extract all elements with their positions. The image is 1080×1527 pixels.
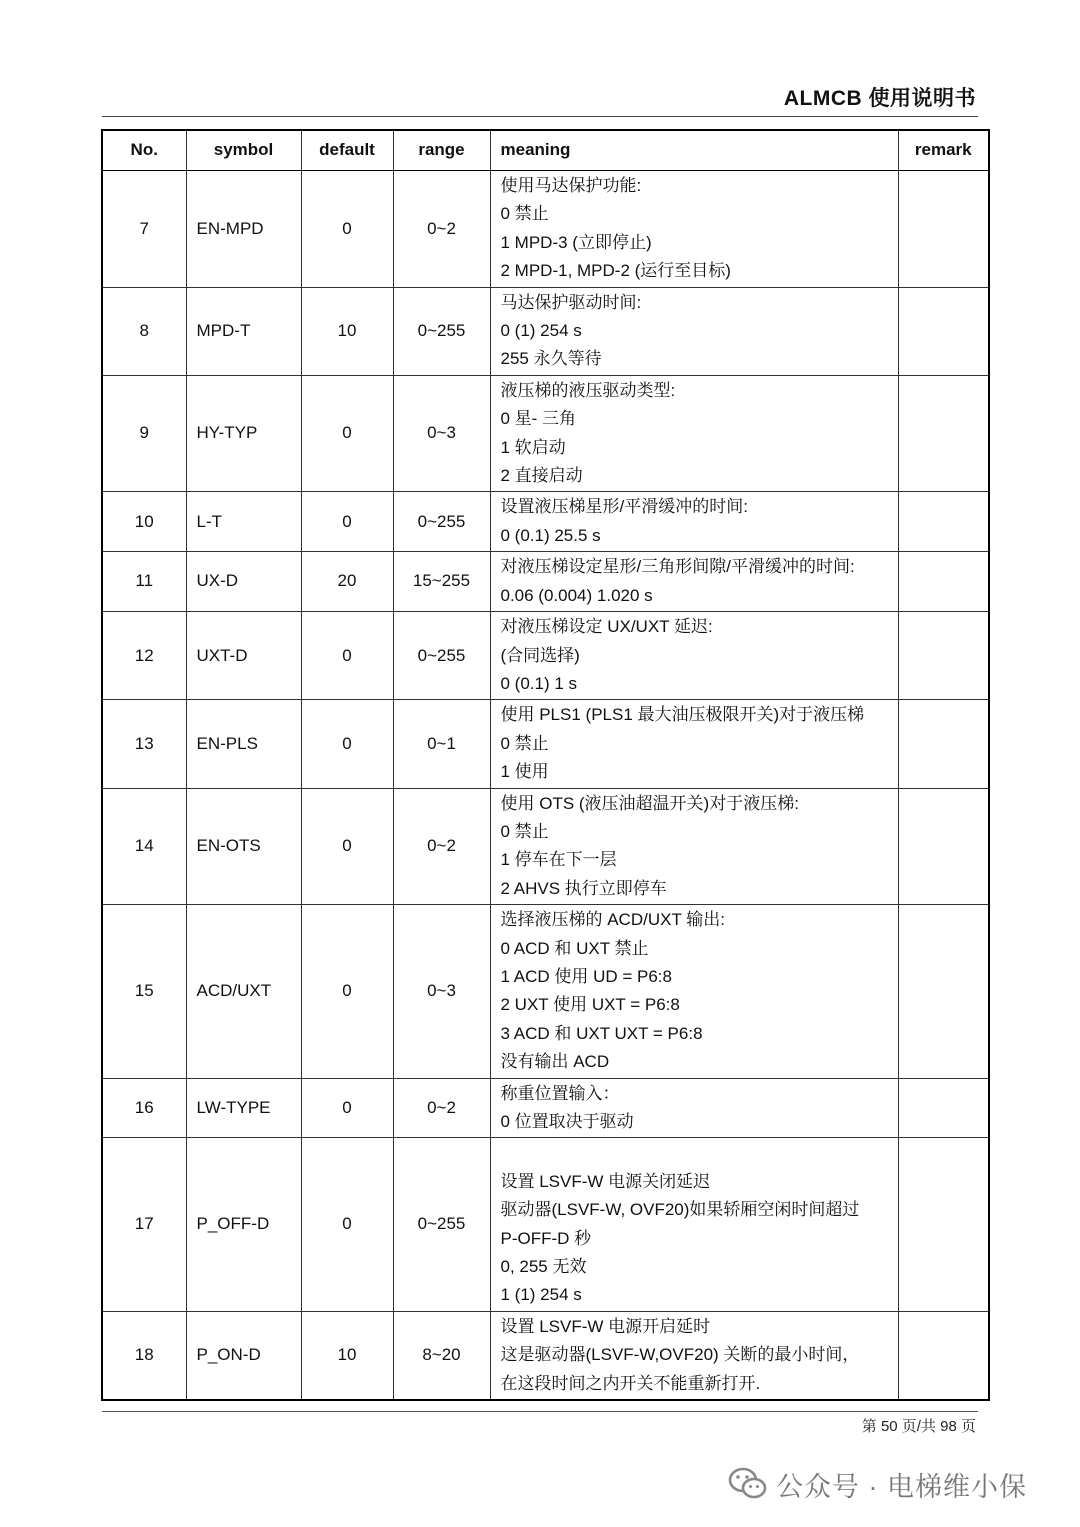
param-remark <box>898 552 989 612</box>
table-row <box>102 1138 989 1311</box>
meaning-line: 0, 255 无效 <box>500 1257 587 1277</box>
param-range: 0~2 <box>393 171 490 288</box>
meaning-line: 没有输出 ACD <box>500 1052 610 1072</box>
param-remark <box>898 612 989 700</box>
param-remark <box>898 1311 989 1400</box>
meaning-line: 设置 LSVF-W 电源关闭延迟 <box>500 1171 711 1191</box>
param-default: 0 <box>301 700 393 788</box>
table-row <box>102 552 989 612</box>
param-no: 18 <box>102 1311 186 1400</box>
meaning-line: 这是驱动器(LSVF-W,OVF20) 关断的最小时间， <box>500 1345 860 1365</box>
param-no: 14 <box>102 788 186 905</box>
param-no: 15 <box>102 905 186 1078</box>
table-row <box>102 700 989 788</box>
param-default: 20 <box>301 552 393 612</box>
param-symbol: LW-TYPE <box>186 1078 301 1138</box>
param-remark <box>898 1078 989 1138</box>
param-meaning <box>490 612 898 700</box>
meaning-line <box>501 1139 898 1167</box>
param-no: 13 <box>102 700 186 788</box>
table-row <box>102 788 989 905</box>
meaning-line: 1 软启动 <box>500 437 566 457</box>
param-range: 0~1 <box>393 700 490 788</box>
param-default: 0 <box>301 1078 393 1138</box>
param-range: 0~255 <box>393 612 490 700</box>
param-symbol: UX-D <box>186 552 301 612</box>
meaning-line: 2 UXT 使用 UXT = P6:8 <box>500 995 680 1015</box>
param-range: 15~255 <box>393 552 490 612</box>
meaning-line: 1 ACD 使用 UD = P6:8 <box>500 966 672 986</box>
param-no: 7 <box>102 171 186 288</box>
param-default: 0 <box>301 612 393 700</box>
meaning-line: 0 (1) 254 s <box>500 321 582 341</box>
param-range: 0~255 <box>393 287 490 375</box>
table-row <box>102 905 989 1078</box>
meaning-line: 255 永久等待 <box>500 349 602 369</box>
param-meaning <box>490 905 898 1078</box>
header-rule <box>102 116 978 117</box>
table-row <box>102 1078 989 1138</box>
document-title: ALMCB 使用说明书 <box>783 87 976 110</box>
param-default: 10 <box>301 1311 393 1400</box>
param-remark <box>898 492 989 552</box>
table-row <box>102 1311 989 1400</box>
watermark <box>728 1462 1027 1506</box>
meaning-line: 0 禁止 <box>500 821 549 841</box>
table-row <box>102 612 989 700</box>
param-symbol: HY-TYP <box>186 375 301 492</box>
param-range: 0~2 <box>393 788 490 905</box>
meaning-line: (合同选择) <box>500 645 580 665</box>
param-default: 10 <box>301 287 393 375</box>
meaning-line: 1 MPD-3 (立即停止) <box>500 232 652 252</box>
param-range: 0~255 <box>393 1138 490 1311</box>
meaning-line: 使用 OTS (液压油超温开关)对于液压梯: <box>500 793 799 813</box>
meaning-line: P-OFF-D 秒 <box>500 1228 592 1248</box>
param-default: 0 <box>301 1138 393 1311</box>
param-no: 8 <box>102 287 186 375</box>
param-range: 8~20 <box>393 1311 490 1400</box>
table-row <box>102 171 989 288</box>
column-header-no: No. <box>102 130 186 171</box>
param-symbol: L-T <box>186 492 301 552</box>
meaning-line: 0 ACD 和 UXT 禁止 <box>500 938 649 958</box>
watermark-text: 公众号 · 电梯维小保 <box>776 1471 1027 1502</box>
meaning-line: 0 禁止 <box>500 733 549 753</box>
param-remark <box>898 287 989 375</box>
param-range: 0~3 <box>393 905 490 1078</box>
param-symbol: P_ON-D <box>186 1311 301 1400</box>
table-row <box>102 375 989 492</box>
param-symbol: EN-PLS <box>186 700 301 788</box>
param-remark <box>898 905 989 1078</box>
meaning-line: 2 MPD-1, MPD-2 (运行至目标) <box>500 261 731 281</box>
param-default: 0 <box>301 492 393 552</box>
param-remark <box>898 1138 989 1311</box>
param-no: 10 <box>102 492 186 552</box>
param-no: 12 <box>102 612 186 700</box>
param-meaning <box>490 287 898 375</box>
param-default: 0 <box>301 788 393 905</box>
param-no: 16 <box>102 1078 186 1138</box>
param-meaning <box>490 1078 898 1138</box>
meaning-line: 1 (1) 254 s <box>500 1285 582 1305</box>
column-header-default: default <box>301 130 393 171</box>
meaning-line: 液压梯的液压驱动类型: <box>500 380 676 400</box>
param-symbol: ACD/UXT <box>186 905 301 1078</box>
param-no: 11 <box>102 552 186 612</box>
param-default: 0 <box>301 375 393 492</box>
param-range: 0~3 <box>393 375 490 492</box>
param-symbol: UXT-D <box>186 612 301 700</box>
param-meaning <box>490 700 898 788</box>
param-meaning <box>490 171 898 288</box>
param-remark <box>898 375 989 492</box>
meaning-line: 0 星- 三角 <box>500 409 577 429</box>
meaning-line: 对液压梯设定星形/三角形间隙/平滑缓冲的时间: <box>500 557 855 577</box>
meaning-line: 2 AHVS 执行立即停车 <box>500 878 667 898</box>
meaning-line: 3 ACD 和 UXT UXT = P6:8 <box>500 1023 703 1043</box>
meaning-line: 称重位置输入： <box>500 1083 620 1103</box>
param-remark <box>898 788 989 905</box>
param-meaning <box>490 1311 898 1400</box>
table-row <box>102 287 989 375</box>
column-header-symbol: symbol <box>186 130 301 171</box>
meaning-line: 2 直接启动 <box>500 466 583 486</box>
table-header-row <box>102 130 989 171</box>
param-symbol: MPD-T <box>186 287 301 375</box>
meaning-line: 0 位置取决于驱动 <box>500 1112 634 1131</box>
meaning-line: 使用马达保护功能: <box>500 176 642 195</box>
page-number: 第 50 页/共 98 页 <box>861 1418 976 1435</box>
column-header-range: range <box>393 130 490 171</box>
column-header-remark: remark <box>898 130 989 171</box>
param-default: 0 <box>301 905 393 1078</box>
param-remark <box>898 171 989 288</box>
param-range: 0~255 <box>393 492 490 552</box>
parameter-table <box>101 129 990 1401</box>
meaning-line: 1 停车在下一层 <box>500 850 617 870</box>
column-header-meaning: meaning <box>490 130 898 171</box>
param-range: 0~2 <box>393 1078 490 1138</box>
meaning-line: 1 使用 <box>500 762 549 782</box>
meaning-line: 0 (0.1) 1 s <box>500 673 578 693</box>
param-meaning <box>490 788 898 905</box>
param-default: 0 <box>301 171 393 288</box>
footer-rule <box>102 1411 978 1412</box>
meaning-line: 使用 PLS1 (PLS1 最大油压极限开关)对于液压梯 <box>500 705 865 725</box>
meaning-line: 对液压梯设定 UX/UXT 延迟: <box>500 617 713 637</box>
meaning-line: 在这段时间之内开关不能重新打开. <box>500 1373 761 1393</box>
param-symbol: EN-MPD <box>186 171 301 288</box>
param-no: 17 <box>102 1138 186 1311</box>
param-no: 9 <box>102 375 186 492</box>
param-symbol: EN-OTS <box>186 788 301 905</box>
meaning-line: 马达保护驱动时间: <box>500 292 642 312</box>
table-row <box>102 492 989 552</box>
param-meaning <box>490 1138 898 1311</box>
wechat-icon <box>728 1466 768 1502</box>
param-meaning <box>490 492 898 552</box>
meaning-line: 设置液压梯星形/平滑缓冲的时间: <box>500 497 748 517</box>
meaning-line: 0.06 (0.004) 1.020 s <box>500 585 653 605</box>
meaning-line: 0 (0.1) 25.5 s <box>500 525 601 545</box>
param-symbol: P_OFF-D <box>186 1138 301 1311</box>
meaning-line: 驱动器(LSVF-W, OVF20)如果轿厢空闲时间超过 <box>500 1200 860 1220</box>
param-meaning <box>490 375 898 492</box>
meaning-line: 设置 LSVF-W 电源开启延时 <box>500 1316 711 1336</box>
meaning-line: 选择液压梯的 ACD/UXT 输出: <box>500 910 725 930</box>
meaning-line: 0 禁止 <box>500 204 549 224</box>
param-meaning <box>490 552 898 612</box>
param-remark <box>898 700 989 788</box>
